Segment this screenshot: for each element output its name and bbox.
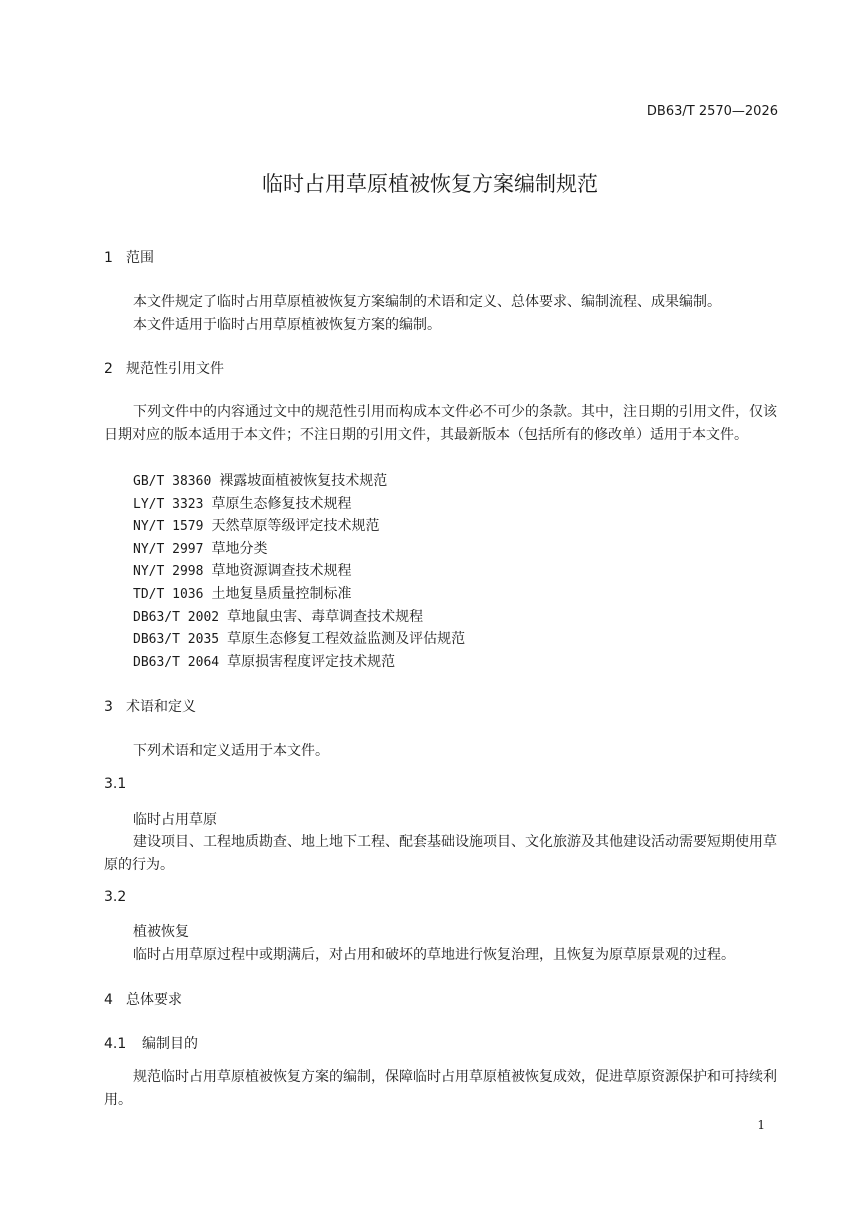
reference-title: 草地分类 <box>211 540 268 557</box>
subsection-4-1-heading <box>104 1033 198 1053</box>
page-number: 1 <box>757 1118 765 1132</box>
reference-title: 草原生态修复工程效益监测及评估规范 <box>227 631 466 648</box>
section-1-paragraph-1: 本文件规定了临时占用草原植被恢复方案编制的术语和定义、总体要求、编制流程、成果编制。 <box>133 294 721 310</box>
reference-code: NY/T 2998 <box>133 564 204 580</box>
section-3-intro: 下列术语和定义适用于本文件。 <box>133 743 329 759</box>
document-title: 临时占用草原植被恢复方案编制规范 <box>262 172 598 196</box>
section-2-intro-paragraph: 下列文件中的内容通过文中的规范性引用而构成本文件必不可少的条款。其中，注日期的引用文件，仅该日期对应的版本适用于本文件；不注日期的引用文件，其最新版本（包括所有的修改单）适用于本文件。 <box>104 404 777 443</box>
section-3-heading <box>104 696 196 716</box>
section-2-heading <box>104 358 224 378</box>
section-number: 4 <box>104 992 113 1008</box>
reference-title: 草原生态修复技术规程 <box>211 495 352 512</box>
reference-title: 土地复垦质量控制标准 <box>211 585 352 602</box>
section-title: 总体要求 <box>126 992 182 1008</box>
reference-title: 草地鼠虫害、毒草调查技术规程 <box>227 608 424 625</box>
reference-code: NY/T 2997 <box>133 541 204 557</box>
subsection-title: 编制目的 <box>142 1036 198 1052</box>
reference-code: GB/T 38360 <box>133 474 212 489</box>
section-number: 3 <box>104 699 113 715</box>
section-4-heading <box>104 989 182 1009</box>
reference-item <box>133 606 465 629</box>
section-1-paragraph-2: 本文件适用于临时占用草原植被恢复方案的编制。 <box>133 317 441 333</box>
reference-code: NY/T 1579 <box>133 519 204 535</box>
reference-item <box>133 651 465 674</box>
reference-item <box>133 628 465 651</box>
document-number: DB63/T 2570—2026 <box>646 104 778 119</box>
reference-code: DB63/T 2002 <box>133 609 220 625</box>
term-3-2-number: 3.2 <box>104 889 127 905</box>
term-3-1-number: 3.1 <box>104 776 127 792</box>
term-3-1-definition: 建设项目、工程地质勘查、地上地下工程、配套基础设施项目、文化旅游及其他建设活动需要短期使用草原的行为。 <box>104 834 777 873</box>
section-title: 规范性引用文件 <box>126 361 224 377</box>
section-1-heading <box>104 247 154 267</box>
reference-title: 天然草原等级评定技术规范 <box>211 518 380 535</box>
subsection-4-1-paragraph: 规范临时占用草原植被恢复方案的编制，保障临时占用草原植被恢复成效，促进草原资源保护和可持续利用。 <box>104 1069 777 1108</box>
reference-item <box>133 560 465 583</box>
reference-item <box>133 470 465 493</box>
reference-item <box>133 583 465 606</box>
term-3-1-name: 临时占用草原 <box>133 812 217 828</box>
term-3-2-name: 植被恢复 <box>133 924 189 940</box>
reference-code: TD/T 1036 <box>133 586 204 602</box>
reference-code: LY/T 3323 <box>133 496 204 512</box>
reference-list <box>133 470 465 673</box>
reference-title: 裸露坡面植被恢复技术规范 <box>219 473 388 489</box>
reference-item <box>133 538 465 561</box>
reference-item <box>133 515 465 538</box>
term-3-2-definition: 临时占用草原过程中或期满后，对占用和破坏的草地进行恢复治理，且恢复为原草原景观的过程。 <box>133 947 735 963</box>
reference-code: DB63/T 2064 <box>133 654 220 670</box>
reference-title: 草原损害程度评定技术规范 <box>227 653 396 670</box>
reference-title: 草地资源调查技术规程 <box>211 563 352 580</box>
subsection-number: 4.1 <box>104 1036 127 1052</box>
reference-item <box>133 493 465 516</box>
section-title: 术语和定义 <box>126 699 196 715</box>
reference-code: DB63/T 2035 <box>133 632 220 648</box>
section-number: 2 <box>104 361 113 377</box>
section-number: 1 <box>104 250 113 266</box>
section-title: 范围 <box>126 250 154 266</box>
